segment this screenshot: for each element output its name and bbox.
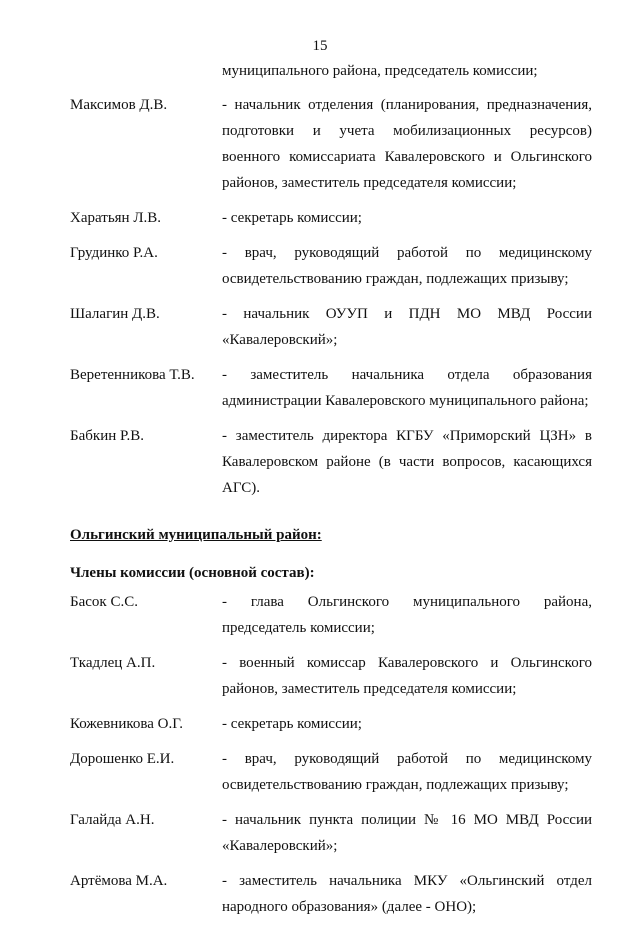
member-row xyxy=(70,711,592,737)
member-role: - заместитель начальника отдела образования администрации Кавалеровского муниципального района; xyxy=(222,367,592,409)
member-role: - заместитель начальника МКУ «Ольгинский отдел народного образования» (далее - ОНО); xyxy=(222,873,592,915)
member-row xyxy=(70,92,592,196)
member-row xyxy=(70,650,592,702)
member-name: Дорошенко Е.И. xyxy=(70,751,175,767)
member-name: Басок С.С. xyxy=(70,594,138,610)
page-number: 15 xyxy=(312,38,328,54)
member-row xyxy=(70,240,592,292)
member-row xyxy=(70,807,592,859)
member-role: - глава Ольгинского муниципального района, председатель комиссии; xyxy=(222,594,592,636)
member-name: Веретенникова Т.В. xyxy=(70,367,195,383)
member-row xyxy=(70,746,592,798)
continuation-row xyxy=(70,58,592,84)
member-row xyxy=(70,423,592,501)
member-role: - секретарь комиссии; xyxy=(222,716,362,732)
document-body xyxy=(70,58,592,929)
member-name: Ткадлец А.П. xyxy=(70,655,156,671)
member-name: Кожевникова О.Г. xyxy=(70,716,183,732)
member-row xyxy=(70,362,592,414)
member-name: Максимов Д.В. xyxy=(70,97,168,113)
member-role: - врач, руководящий работой по медицинскому освидетельствованию граждан, подлежащих призыву; xyxy=(222,245,592,287)
member-row xyxy=(70,868,592,920)
member-role: - врач, руководящий работой по медицинскому освидетельствованию граждан, подлежащих призыву; xyxy=(222,751,592,793)
section-subheading: Члены комиссии (основной состав): xyxy=(70,565,315,581)
member-name: Харатьян Л.В. xyxy=(70,210,162,226)
member-role: - военный комиссар Кавалеровского и Ольгинского районов, заместитель председателя комиссии; xyxy=(222,655,592,697)
member-name: Шалагин Д.В. xyxy=(70,306,160,322)
member-row xyxy=(70,205,592,231)
member-role: - секретарь комиссии; xyxy=(222,210,362,226)
member-name: Артёмова М.А. xyxy=(70,873,168,889)
member-role: - заместитель директора КГБУ «Приморский ЦЗН» в Кавалеровском районе (в части вопросов, касающихся АГС). xyxy=(222,428,592,496)
member-name: Галайда А.Н. xyxy=(70,812,155,828)
member-role-continuation: муниципального района, председатель комиссии; xyxy=(222,63,538,79)
member-role: - начальник отделения (планирования, предназначения, подготовки и учета мобилизационных ресурсов) военного комиссариата Кавалеровского и Ольгинского районов, заместитель председателя комиссии; xyxy=(222,97,592,191)
section-heading: Ольгинский муниципальный район: xyxy=(70,527,322,543)
member-name: Бабкин Р.В. xyxy=(70,428,144,444)
member-name: Грудинко Р.А. xyxy=(70,245,158,261)
member-role: - начальник пункта полиции № 16 МО МВД России «Кавалеровский»; xyxy=(222,812,592,854)
member-role: - начальник ОУУП и ПДН МО МВД России «Кавалеровский»; xyxy=(222,306,592,348)
member-row xyxy=(70,589,592,641)
member-row xyxy=(70,301,592,353)
